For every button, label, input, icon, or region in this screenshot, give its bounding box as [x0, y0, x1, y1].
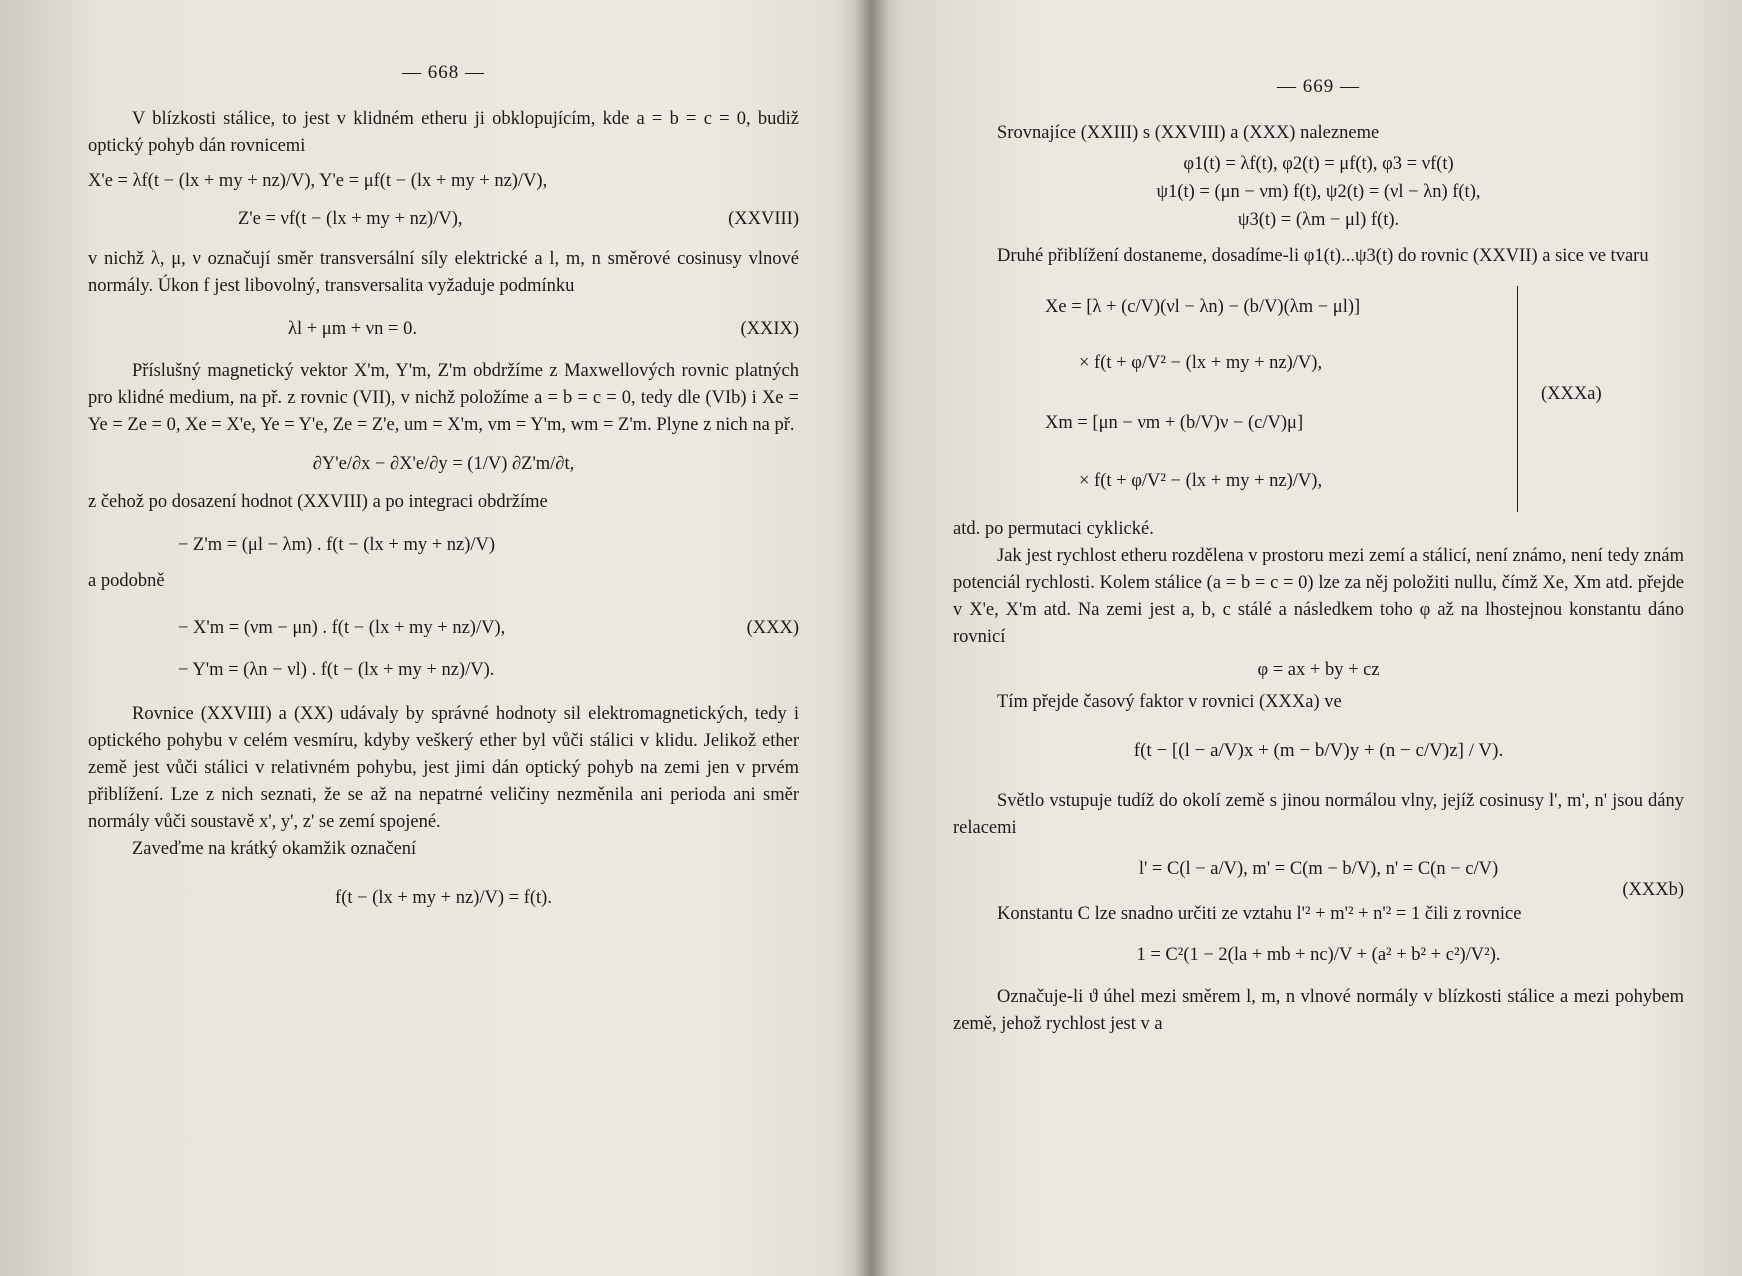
equation-psi: ψ1(t) = (μn − νm) f(t), ψ2(t) = (νl − λn) f(t),: [1156, 182, 1481, 202]
equation-number: (XXX): [746, 617, 799, 638]
paragraph: Jak jest rychlost etheru rozdělena v prostoru mezi zemí a stálicí, není známo, není tedy znám potenciál rychlosti. Kolem stálice (a = b = c = 0) lze za něj položiti nullu, čímž Xe, Xm atd. přejde v X'e, X'm atd. Na zemi jest a, b, c stálé a následkem toho φ až na lhostejnou konstantu dáno rovnicí: [953, 546, 1684, 647]
equation-system-xxxa: [953, 280, 1684, 516]
paragraph: Rovnice (XXVIII) a (XX) udávaly by správné hodnoty sil elektromagnetických, tedy i optického pohybu v celém vesmíru, kdyby veškerý ether byl vůči stálici v klidu. Jelikož ether země jest vůči stálici v relativném pohybu, jest jimi dán optický pohyb na zemi jen v prvém přiblížení. Lze z nich seznati, že se až na nepatrné veličiny nezměnila ani perioda ani směr normály vůči soustavě x', y', z' se zemí spojené.: [88, 704, 799, 832]
paragraph: Druhé přiblížení dostaneme, dosadíme-li φ1(t)...ψ3(t) do rovnic (XXVII) a sice ve tvaru: [997, 246, 1649, 266]
paragraph: Konstantu C lze snadno určiti ze vztahu l'² + m'² + n'² = 1 čili z rovnice: [997, 904, 1522, 924]
paragraph: atd. po permutaci cyklické.: [953, 519, 1154, 539]
equation-time-factor: f(t − [(l − a/V)x + (m − b/V)y + (n − c/V)z] / V).: [1133, 740, 1504, 761]
equation-xe-2: × f(t + φ/V² − (lx + my + nz)/V),: [1079, 353, 1323, 373]
equation-number: (XXIX): [740, 318, 799, 339]
page-number: — 669 —: [1277, 76, 1360, 97]
equation-number: (XXVIII): [728, 208, 799, 229]
equation-xxviii-a: X'e = λf(t − (lx + my + nz)/V), Y'e = μf(t − (lx + my + nz)/V),: [88, 171, 548, 191]
paragraph: Označuje-li ϑ úhel mezi směrem l, m, n vlnové normály v blízkosti stálice a mezi pohybem země, jehož rychlost jest v a: [953, 987, 1684, 1034]
equation-row: [88, 200, 799, 238]
equation-number: (XXXb): [1622, 880, 1684, 900]
equation-psi3: ψ3(t) = (λm − μl) f(t).: [1237, 210, 1400, 230]
paragraph: a podobně: [88, 571, 165, 591]
paragraph: z čehož po dosazení hodnot (XXVIII) a po integraci obdržíme: [88, 492, 548, 512]
equation-number: (XXXa): [1541, 384, 1602, 404]
equation-xxviii-b: Z'e = νf(t − (lx + my + nz)/V),: [238, 209, 463, 229]
equation-constant-c: 1 = C²(1 − 2(la + mb + nc)/V + (a² + b² + c²)/V²).: [1136, 945, 1501, 965]
paragraph: v nichž λ, μ, ν označují směr transversální síly elektrické a l, m, n směrové cosinusy vlnové normály. Úkon f jest libovolný, transversalita vyžaduje podmínku: [88, 249, 799, 296]
page-number: — 668 —: [402, 62, 485, 83]
equation-xm-1: Xm = [μn − νm + (b/V)ν − (c/V)μ]: [1045, 413, 1304, 433]
equation-xxx-c: − Y'm = (λn − νl) . f(t − (lx + my + nz)/V).: [178, 660, 495, 680]
paragraph: Tím přejde časový faktor v rovnici (XXXa) ve: [997, 692, 1342, 712]
paragraph: Zaveďme na krátký okamžik označení: [132, 839, 417, 859]
system-brace: [1517, 286, 1518, 512]
equation-row: [88, 310, 799, 348]
equation-xxxb: l' = C(l − a/V), m' = C(m − b/V), n' = C(n − c/V): [1138, 859, 1499, 879]
equation-xm-2: × f(t + φ/V² − (lx + my + nz)/V),: [1079, 471, 1323, 491]
equation-phi-definition: φ = ax + by + cz: [1257, 660, 1380, 680]
paragraph: Příslušný magnetický vektor X'm, Y'm, Z'm obdržíme z Maxwellových rovnic platných pro klidné medium, na př. z rovnic (VII), v nichž položíme a = b = c = 0, tedy dle (VIb) i Xe = Ye = Ze = 0, Xe = X'e, Ye = Y'e, Ze = Z'e, um = X'm, vm = Y'm, wm = Z'm. Plyne z nich na př.: [88, 361, 799, 435]
equation-row: [88, 609, 799, 647]
equation-xxx-b: − X'm = (νm − μn) . f(t − (lx + my + nz)/V),: [178, 618, 506, 638]
equation-xe-1: Xe = [λ + (c/V)(νl − λn) − (b/V)(λm − μl)]: [1045, 297, 1361, 317]
equation-xxix: λl + μm + νn = 0.: [288, 319, 417, 339]
equation-definition: f(t − (lx + my + nz)/V) = f(t).: [335, 888, 552, 908]
equation-xxx-a: − Z'm = (μl − λm) . f(t − (lx + my + nz)/V): [178, 535, 496, 555]
paragraph: Světlo vstupuje tudíž do okolí země s jinou normálou vlny, jejíž cosinusy l', m', n' jsou dány relacemi: [953, 791, 1684, 838]
paragraph: Srovnajíce (XXIII) s (XXVIII) a (XXX) nalezneme: [997, 123, 1380, 143]
paragraph: V blízkosti stálice, to jest v klidném etheru ji obklopujícím, kde a = b = c = 0, budiž optický pohyb dán rovnicemi: [88, 109, 799, 156]
equation-phi: φ1(t) = λf(t), φ2(t) = μf(t), φ3 = νf(t): [1183, 154, 1454, 174]
equation-number-row: [953, 880, 1684, 901]
page-669: [871, 0, 1742, 1276]
equation-partial: ∂Y'e/∂x − ∂X'e/∂y = (1/V) ∂Z'm/∂t,: [312, 454, 575, 474]
